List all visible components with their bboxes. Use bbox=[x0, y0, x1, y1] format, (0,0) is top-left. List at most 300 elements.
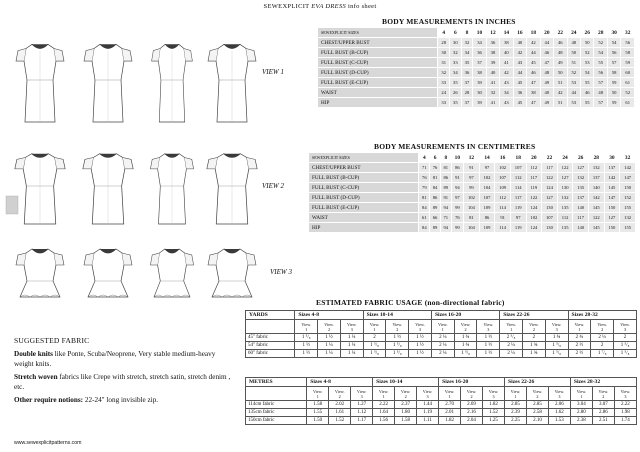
measurement-value: 89 bbox=[430, 223, 440, 232]
measurement-value: 91 bbox=[464, 163, 479, 172]
view-number: 3 bbox=[419, 326, 422, 332]
measurement-value: 124 bbox=[527, 203, 542, 212]
measurement-value: 97 bbox=[452, 193, 463, 202]
measurement-value: 150 bbox=[605, 223, 620, 232]
size-group-header: Sizes 10-14 bbox=[363, 311, 431, 320]
measurement-value: 57 bbox=[594, 78, 606, 87]
measurement-label: FULL BUST (D-CUP) bbox=[309, 193, 418, 202]
view-number: 1 bbox=[580, 393, 583, 399]
measurement-value: 132 bbox=[620, 213, 635, 222]
fabric-width-label: 45" fabric bbox=[246, 334, 295, 342]
view-number: 3 bbox=[350, 326, 353, 332]
measurement-value: 51 bbox=[554, 98, 566, 107]
suggested-heading: SUGGESTED FABRIC bbox=[14, 336, 90, 345]
measurement-value: 142 bbox=[589, 193, 604, 202]
measurement-value: 39 bbox=[473, 78, 485, 87]
measurement-value: 130 bbox=[558, 183, 573, 192]
measurement-label: FULL BUST (D-CUP) bbox=[318, 68, 437, 77]
measurement-value: 33 bbox=[438, 98, 449, 107]
measurement-value: 107 bbox=[495, 173, 510, 182]
measurement-value: 39 bbox=[487, 58, 499, 67]
fabric-amount: 2 ¼ bbox=[500, 342, 523, 350]
metres-table bbox=[245, 377, 637, 425]
fabric-amount: 1 ½ bbox=[386, 334, 409, 342]
measurement-value: 84 bbox=[419, 223, 429, 232]
measurement-value: 55 bbox=[581, 78, 593, 87]
measurement-value: 54 bbox=[581, 68, 593, 77]
measurement-value: 40 bbox=[487, 68, 499, 77]
view-word: View. bbox=[324, 321, 334, 327]
measurement-value: 49 bbox=[541, 98, 553, 107]
view-word: View. bbox=[466, 388, 477, 394]
fabric-amount: 1.55 bbox=[307, 409, 329, 417]
fabric-amount: 1 ¼ bbox=[318, 350, 341, 358]
view-number: 1 bbox=[441, 326, 444, 332]
size-group-row bbox=[246, 378, 637, 387]
size-header: 8 bbox=[462, 28, 473, 37]
measurement-value: 42 bbox=[527, 38, 539, 47]
fabric-amount: 2 ¼ bbox=[431, 342, 454, 350]
measurement-value: 48 bbox=[568, 38, 580, 47]
measurement-value: 53 bbox=[568, 98, 580, 107]
fabric-amount: 1.11 bbox=[417, 417, 439, 425]
measurement-value: 102 bbox=[480, 173, 495, 182]
fabric-amount: 1.64 bbox=[373, 409, 395, 417]
fabric-amount: 1 ½ bbox=[295, 342, 318, 350]
measurement-value: 122 bbox=[542, 173, 557, 182]
view-word: View. bbox=[301, 321, 312, 327]
measurement-label: CHEST/UPPER BUST bbox=[309, 163, 418, 172]
fabric-amount: 2 bbox=[591, 342, 614, 350]
measurement-label: FULL BUST (B-CUP) bbox=[309, 173, 418, 182]
fabric-amount: 2.02 bbox=[329, 401, 351, 409]
measurement-value: 99 bbox=[452, 223, 463, 232]
size-group-row bbox=[246, 311, 637, 320]
fabric-amount: 2 ¾ bbox=[568, 334, 591, 342]
measurement-value: 142 bbox=[605, 173, 620, 182]
fabric-amount: 2 ⁵/₈ bbox=[500, 334, 523, 342]
fabric-row bbox=[246, 409, 637, 417]
view-header bbox=[454, 320, 477, 334]
fabric-amount: 1 ¾ bbox=[454, 342, 477, 350]
fabric-amount: 1.58 bbox=[395, 417, 417, 425]
measurement-row bbox=[318, 48, 634, 57]
view-word: View. bbox=[620, 321, 630, 327]
size-group-header: Sizes 10-14 bbox=[373, 378, 439, 387]
website-link[interactable]: www.sewexplicitpatterns.com bbox=[14, 440, 82, 446]
fabric-row bbox=[246, 342, 637, 350]
measurement-value: 152 bbox=[620, 193, 635, 202]
woven-bold: Stretch woven bbox=[14, 373, 58, 382]
view-word: View. bbox=[356, 388, 367, 394]
size-header: 6 bbox=[430, 153, 440, 162]
measurement-value: 35 bbox=[450, 78, 461, 87]
unit-label: METRES bbox=[246, 378, 307, 387]
view-word: View. bbox=[597, 321, 607, 327]
fabric-amount: 2.22 bbox=[614, 401, 636, 409]
view-word: View. bbox=[460, 321, 471, 327]
measurement-value: 52 bbox=[594, 38, 606, 47]
view1-label: VIEW 1 bbox=[262, 68, 284, 76]
measurement-value: 109 bbox=[480, 203, 495, 212]
fabric-amount: 1.62 bbox=[548, 409, 570, 417]
view3-side-top bbox=[150, 249, 193, 297]
measurement-value: 137 bbox=[605, 163, 620, 172]
measurement-value: 112 bbox=[495, 193, 510, 202]
fabric-amount: 2 bbox=[363, 334, 386, 342]
fabric-amount: 1.44 bbox=[417, 401, 439, 409]
size-header: 32 bbox=[621, 28, 634, 37]
measurement-value: 56 bbox=[621, 38, 634, 47]
measurement-value: 84 bbox=[419, 203, 429, 212]
measurement-row bbox=[309, 193, 635, 202]
measurement-value: 142 bbox=[620, 163, 635, 172]
measurement-value: 122 bbox=[527, 193, 542, 202]
fabric-swatch bbox=[6, 196, 18, 214]
measurement-row bbox=[318, 58, 634, 67]
size-header: 16 bbox=[514, 28, 526, 37]
size-header: 26 bbox=[581, 28, 593, 37]
size-header-row bbox=[309, 153, 635, 162]
view-number: 3 bbox=[623, 326, 627, 332]
view-number: 1 bbox=[305, 326, 308, 332]
fabric-amount: 2.22 bbox=[373, 401, 395, 409]
fabric-amount: 2.25 bbox=[504, 417, 526, 425]
fabric-row bbox=[246, 401, 637, 409]
view-header-row bbox=[246, 320, 637, 334]
fabric-amount: 1 ¾ bbox=[545, 334, 568, 342]
measurement-value: 99 bbox=[464, 183, 479, 192]
measurement-value: 34 bbox=[462, 48, 473, 57]
measurement-value: 48 bbox=[541, 68, 553, 77]
measurement-value: 52 bbox=[581, 48, 593, 57]
view-header bbox=[461, 387, 483, 401]
view-header bbox=[395, 387, 417, 401]
measurement-value: 107 bbox=[480, 193, 495, 202]
measurement-value: 119 bbox=[527, 183, 542, 192]
measurement-value: 36 bbox=[487, 38, 499, 47]
measurement-value: 41 bbox=[500, 58, 512, 67]
fabric-amount: 2 bbox=[614, 334, 637, 342]
fabric-amount: 1 ⁵/₈ bbox=[454, 350, 477, 358]
measurement-value: 37 bbox=[473, 58, 485, 67]
fabric-amount: 1 ⁵/₈ bbox=[295, 334, 318, 342]
woven-text: fabrics like Crepe with stretch, stretch satin, stretch denim , etc. bbox=[14, 373, 231, 391]
measurement-value: 97 bbox=[480, 163, 495, 172]
measurement-value: 40 bbox=[514, 38, 526, 47]
measurement-value: 33 bbox=[438, 78, 449, 87]
measurement-value: 46 bbox=[554, 38, 566, 47]
view-word: View. bbox=[438, 321, 448, 327]
measurement-value: 53 bbox=[581, 58, 593, 67]
fabric-amount: 2.04 bbox=[461, 417, 483, 425]
measurement-value: 35 bbox=[450, 98, 461, 107]
fabric-row bbox=[246, 350, 637, 358]
size-header: 4 bbox=[438, 28, 449, 37]
view-word: View. bbox=[551, 321, 562, 327]
size-header: 12 bbox=[464, 153, 479, 162]
view-header bbox=[318, 320, 341, 334]
fabric-row bbox=[246, 417, 637, 425]
measurement-value: 86 bbox=[480, 213, 495, 222]
measurement-value: 34 bbox=[473, 38, 485, 47]
size-header: 16 bbox=[495, 153, 510, 162]
view-word: View. bbox=[334, 388, 345, 394]
measurement-value: 44 bbox=[514, 68, 526, 77]
view-number: 2 bbox=[470, 393, 473, 399]
measurement-value: 26 bbox=[450, 88, 461, 97]
size-group-header: Sizes 4-8 bbox=[307, 378, 373, 387]
fabric-amount: 2.80 bbox=[570, 409, 592, 417]
fabric-amount: 1 ¼ bbox=[340, 334, 363, 342]
pattern-name: EVA DRESS bbox=[311, 3, 347, 10]
fabric-amount: 2.58 bbox=[526, 409, 548, 417]
fabric-amount: 1.61 bbox=[329, 409, 351, 417]
size-header: 4 bbox=[419, 153, 429, 162]
measurement-value: 99 bbox=[452, 203, 463, 212]
measurement-value: 97 bbox=[464, 173, 479, 182]
cm-title: BODY MEASUREMENTS IN CENTIMETRES bbox=[374, 142, 536, 151]
view-header bbox=[351, 387, 373, 401]
fabric-amount: 2 bbox=[523, 334, 546, 342]
view-word: View. bbox=[510, 388, 521, 394]
view-number: 2 bbox=[327, 326, 331, 332]
measurement-value: 119 bbox=[511, 203, 526, 212]
measurement-value: 114 bbox=[495, 203, 510, 212]
fabric-amount: 1.12 bbox=[351, 409, 373, 417]
measurement-value: 38 bbox=[473, 68, 485, 77]
measurement-value: 42 bbox=[514, 48, 526, 57]
measurement-value: 50 bbox=[608, 88, 620, 97]
measurement-value: 145 bbox=[589, 203, 604, 212]
view-header bbox=[307, 387, 329, 401]
measurement-value: 109 bbox=[480, 223, 495, 232]
measurement-value: 117 bbox=[542, 163, 557, 172]
fabric-amount: 1.82 bbox=[439, 417, 461, 425]
fabric-amount: 1 ½ bbox=[409, 334, 432, 342]
measurement-value: 145 bbox=[605, 183, 620, 192]
size-header: 24 bbox=[568, 28, 580, 37]
view-header bbox=[592, 387, 614, 401]
measurement-value: 135 bbox=[558, 203, 573, 212]
measurement-value: 32 bbox=[438, 68, 449, 77]
view-header bbox=[483, 387, 505, 401]
measurement-label: FULL BUST (E-CUP) bbox=[318, 78, 437, 87]
fabric-amount: 1 ⁵/₈ bbox=[363, 350, 386, 358]
measurement-value: 117 bbox=[527, 173, 542, 182]
measurement-value: 147 bbox=[605, 193, 620, 202]
view-number: 3 bbox=[360, 393, 363, 399]
measurement-label: WAIST bbox=[318, 88, 437, 97]
measurement-row bbox=[309, 183, 635, 192]
measurement-value: 44 bbox=[527, 48, 539, 57]
measurement-value: 155 bbox=[620, 203, 635, 212]
measurement-value: 33 bbox=[450, 58, 461, 67]
measurement-value: 81 bbox=[430, 173, 440, 182]
measurement-value: 45 bbox=[527, 58, 539, 67]
view-number: 3 bbox=[487, 326, 490, 332]
view-header bbox=[523, 320, 546, 334]
view-number: 3 bbox=[558, 393, 561, 399]
fabric-amount: 2.69 bbox=[461, 401, 483, 409]
measurement-value: 40 bbox=[500, 48, 512, 57]
measurement-value: 94 bbox=[441, 223, 451, 232]
view-header bbox=[439, 387, 461, 401]
fabric-amount: 1.53 bbox=[548, 417, 570, 425]
measurement-value: 81 bbox=[441, 163, 451, 172]
fabric-amount: 1.74 bbox=[614, 417, 636, 425]
measurement-value: 48 bbox=[594, 88, 606, 97]
fabric-amount: 2.39 bbox=[504, 409, 526, 417]
measurement-value: 135 bbox=[573, 183, 588, 192]
size-header: 10 bbox=[473, 28, 485, 37]
measurement-value: 24 bbox=[438, 88, 449, 97]
fabric-amount: 1 ½ bbox=[477, 342, 500, 350]
measurement-value: 137 bbox=[589, 173, 604, 182]
view-header bbox=[386, 320, 409, 334]
view1-dress-back bbox=[208, 44, 256, 122]
view-header bbox=[295, 320, 318, 334]
view-word: View. bbox=[415, 321, 425, 327]
fabric-amount: 1.58 bbox=[307, 401, 329, 409]
measurement-value: 55 bbox=[581, 98, 593, 107]
view-number: 1 bbox=[316, 393, 319, 399]
measurement-value: 32 bbox=[450, 48, 461, 57]
knits-text: like Ponte, Scuba/Neoprene, Very stable medium-heavy weight knits. bbox=[14, 350, 216, 368]
view1-front-dress bbox=[16, 44, 64, 122]
measurement-value: 86 bbox=[452, 163, 463, 172]
size-header: 14 bbox=[500, 28, 512, 37]
measurement-value: 30 bbox=[450, 38, 461, 47]
measurement-value: 43 bbox=[500, 78, 512, 87]
size-header: 24 bbox=[558, 153, 573, 162]
size-header: 8 bbox=[441, 153, 451, 162]
measurement-value: 112 bbox=[511, 173, 526, 182]
fabric-amount: 2.70 bbox=[439, 401, 461, 409]
measurement-value: 45 bbox=[514, 98, 526, 107]
measurement-label: WAIST bbox=[309, 213, 418, 222]
size-header: 30 bbox=[605, 153, 620, 162]
view-word: View. bbox=[483, 321, 494, 327]
fabric-amount: 1 ½ bbox=[409, 350, 432, 358]
view-number: 2 bbox=[602, 393, 605, 399]
fabric-amount: 2.10 bbox=[526, 417, 548, 425]
fabric-amount: 2 ½ bbox=[568, 350, 591, 358]
yards-table bbox=[245, 310, 637, 358]
measurement-value: 30 bbox=[473, 88, 485, 97]
size-group-header: Sizes 22-26 bbox=[500, 311, 568, 320]
knits-paragraph bbox=[14, 350, 236, 369]
measurement-value: 104 bbox=[464, 223, 479, 232]
measurement-value: 43 bbox=[500, 98, 512, 107]
measurement-value: 56 bbox=[608, 48, 620, 57]
size-header: 18 bbox=[511, 153, 526, 162]
view-header bbox=[431, 320, 454, 334]
fabric-amount: 1 ½ bbox=[477, 334, 500, 342]
measurement-value: 71 bbox=[441, 213, 451, 222]
fabric-amount: 1 ½ bbox=[295, 350, 318, 358]
measurement-value: 140 bbox=[573, 203, 588, 212]
size-header-row bbox=[318, 28, 634, 37]
measurement-value: 37 bbox=[462, 98, 473, 107]
measurement-value: 50 bbox=[581, 38, 593, 47]
measurement-row bbox=[318, 78, 634, 87]
dress-illustrations bbox=[0, 0, 300, 310]
view-header bbox=[363, 320, 386, 334]
measurement-value: 86 bbox=[441, 173, 451, 182]
view-header bbox=[591, 320, 614, 334]
measurement-value: 107 bbox=[542, 213, 557, 222]
view-header bbox=[545, 320, 568, 334]
view-number: 2 bbox=[338, 393, 341, 399]
measurement-value: 127 bbox=[573, 163, 588, 172]
suggested-fabric-text bbox=[14, 350, 236, 406]
measurement-value: 34 bbox=[500, 88, 512, 97]
size-header: 12 bbox=[487, 28, 499, 37]
measurement-value: 132 bbox=[589, 163, 604, 172]
measurement-value: 28 bbox=[462, 88, 473, 97]
measurement-value: 132 bbox=[573, 173, 588, 182]
view-header bbox=[568, 320, 591, 334]
brand-name: SEWEXPLICIT bbox=[263, 3, 310, 10]
measurement-value: 61 bbox=[621, 78, 634, 87]
measurement-value: 46 bbox=[527, 68, 539, 77]
measurement-value: 57 bbox=[594, 98, 606, 107]
view-word: View. bbox=[400, 388, 411, 394]
view-word: View. bbox=[378, 388, 389, 394]
measurement-value: 150 bbox=[620, 183, 635, 192]
measurement-value: 102 bbox=[495, 163, 510, 172]
view-header bbox=[417, 387, 439, 401]
measurement-value: 94 bbox=[441, 203, 451, 212]
measurement-value: 49 bbox=[541, 78, 553, 87]
measurement-value: 76 bbox=[452, 213, 463, 222]
measurement-value: 32 bbox=[462, 38, 473, 47]
view-header bbox=[373, 387, 395, 401]
measurement-value: 97 bbox=[511, 213, 526, 222]
measurement-value: 49 bbox=[554, 58, 566, 67]
measurement-value: 46 bbox=[541, 48, 553, 57]
measurement-value: 50 bbox=[568, 48, 580, 57]
view-number: 3 bbox=[624, 393, 627, 399]
measurement-value: 91 bbox=[441, 193, 451, 202]
measurement-value: 51 bbox=[554, 78, 566, 87]
view-word: View. bbox=[554, 388, 565, 394]
fabric-amount: 1 ¾ bbox=[523, 350, 546, 358]
fabric-amount: 1 ⁵/₈ bbox=[386, 350, 409, 358]
measurement-value: 38 bbox=[500, 38, 512, 47]
measurement-row bbox=[318, 98, 634, 107]
measurement-value: 41 bbox=[487, 78, 499, 87]
measurement-value: 109 bbox=[495, 183, 510, 192]
fabric-amount: 2 ¼ bbox=[431, 334, 454, 342]
view1-back-dress bbox=[84, 44, 132, 122]
size-header: 20 bbox=[527, 153, 542, 162]
view-header bbox=[340, 320, 363, 334]
size-header: 10 bbox=[452, 153, 463, 162]
measurement-value: 102 bbox=[527, 213, 542, 222]
fabric-amount: 1.56 bbox=[373, 417, 395, 425]
view2-back-dress bbox=[83, 154, 133, 224]
measurement-value: 117 bbox=[573, 213, 588, 222]
measurement-value: 76 bbox=[419, 173, 429, 182]
inches-table bbox=[317, 27, 635, 108]
fabric-amount: 1 ¾ bbox=[523, 342, 546, 350]
view-header bbox=[570, 387, 592, 401]
measurement-value: 48 bbox=[554, 48, 566, 57]
measurement-row bbox=[318, 68, 634, 77]
view-header bbox=[614, 320, 637, 334]
